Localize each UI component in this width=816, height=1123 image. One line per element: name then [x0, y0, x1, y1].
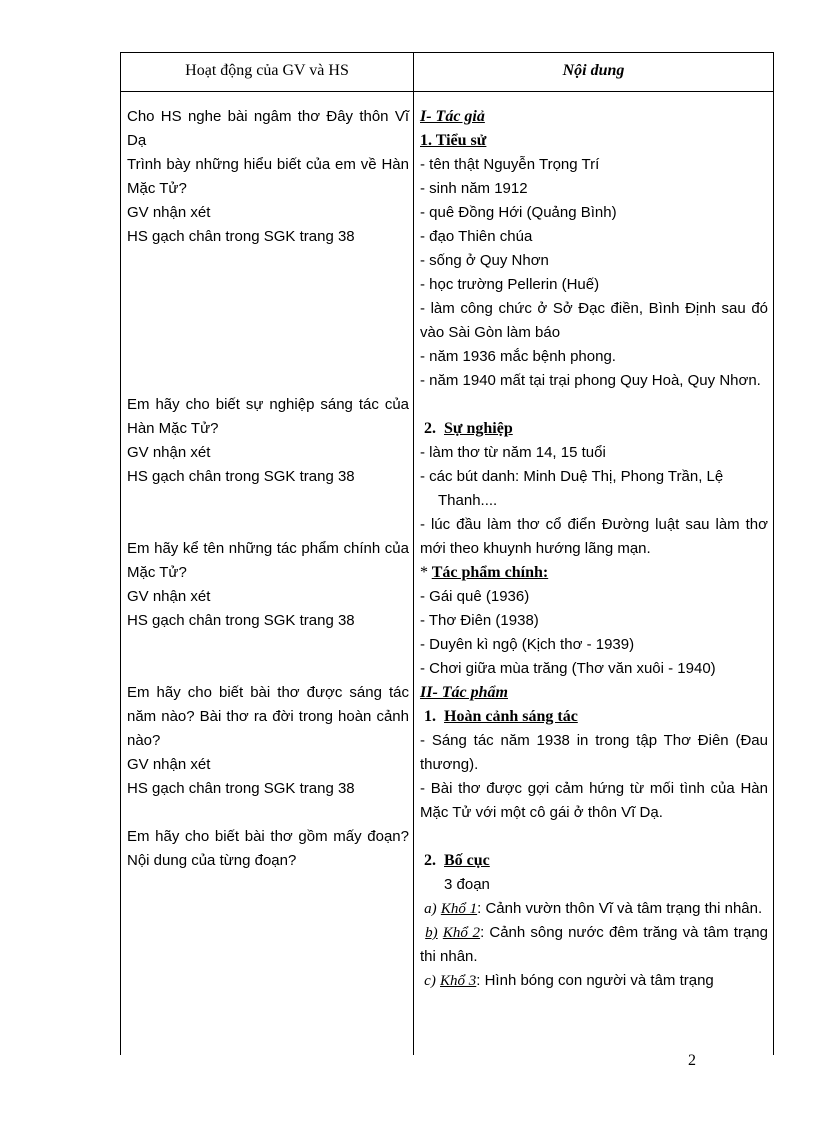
header-content: Nội dung: [562, 62, 625, 79]
content-column: [420, 105, 768, 993]
stanza-line: [420, 921, 768, 969]
section-work: II- Tác phẩm: [420, 684, 508, 701]
section-author: I- Tác giả: [420, 108, 485, 125]
bio-line: - học trường Pellerin (Huế): [420, 276, 600, 293]
column-divider: [413, 53, 414, 1055]
activity-line: Em hãy cho biết sự nghiệp sáng tác của Hàn Mặc Tử?: [127, 396, 409, 437]
subsection-context: [420, 705, 768, 729]
stanza-line: [420, 897, 768, 921]
activity-line: HS gạch chân trong SGK trang 38: [127, 468, 355, 485]
layout-count: 3 đoạn: [444, 876, 490, 893]
bio-line: - làm công chức ở Sở Đạc điền, Bình Định sau đó vào Sài Gòn làm báo: [420, 300, 768, 341]
lesson-table: [120, 52, 774, 1055]
subsection-context-label: Hoàn cảnh sáng tác: [444, 708, 578, 725]
stanza-prefix: b): [425, 925, 438, 941]
context-line: - Bài thơ được gợi cảm hứng từ mối tình của Hàn Mặc Tử với một cô gái ở thôn Vĩ Dạ.: [420, 780, 768, 821]
stanza-text: : Hình bóng con người và tâm trạng: [476, 972, 714, 989]
career-line: Thanh....: [438, 492, 498, 509]
work-item: - Chơi giữa mùa trăng (Thơ văn xuôi - 1940): [420, 660, 716, 677]
activity-line: HS gạch chân trong SGK trang 38: [127, 228, 355, 245]
activity-line: GV nhận xét: [127, 444, 211, 461]
page-number: 2: [688, 1052, 696, 1069]
activity-line: HS gạch chân trong SGK trang 38: [127, 780, 355, 797]
stanza-prefix: a): [424, 901, 437, 917]
bio-line: - sống ở Quy Nhơn: [420, 252, 549, 269]
bio-line: - đạo Thiên chúa: [420, 228, 533, 245]
stanza-line: [420, 969, 768, 993]
stanza-text: : Cảnh sông nước đêm trăng và tâm trạng thi nhân.: [420, 924, 768, 965]
stanza-label: Khổ 1: [440, 901, 478, 917]
career-line: - các bút danh: Minh Duệ Thị, Phong Trần, Lệ: [420, 468, 724, 485]
subsection-layout-number: 2.: [424, 852, 436, 869]
stanza-prefix: c): [424, 973, 436, 989]
subsection-biography: [420, 129, 768, 153]
stanza-label: Khổ 2: [442, 925, 481, 941]
header-activities: Hoạt động của GV và HS: [185, 62, 349, 79]
work-item: - Thơ Điên (1938): [420, 612, 539, 629]
table-header: [121, 53, 773, 92]
activity-line: Trình bày những hiểu biết của em về Hàn Mặc Tử?: [127, 156, 409, 197]
stanza-text: : Cảnh vườn thôn Vĩ và tâm trạng thi nhân.: [477, 900, 763, 917]
subsection-layout: [420, 849, 768, 873]
activities-column: [127, 105, 409, 873]
subsection-career-number: 2.: [424, 420, 436, 437]
activity-line: GV nhận xét: [127, 756, 211, 773]
subsection-layout-label: Bố cục: [444, 852, 490, 869]
bio-line: - tên thật Nguyễn Trọng Trí: [420, 156, 600, 173]
stanza-label: Khổ 3: [440, 973, 477, 989]
activity-line: HS gạch chân trong SGK trang 38: [127, 612, 355, 629]
works-heading-label: Tác phẩm chính:: [431, 564, 549, 581]
works-heading: [420, 561, 768, 585]
works-star: *: [420, 564, 428, 581]
work-item: - Duyên kì ngộ (Kịch thơ - 1939): [420, 636, 635, 653]
subsection-career-label: Sự nghiệp: [444, 420, 513, 437]
bio-line: - năm 1940 mất tại trại phong Quy Hoà, Quy Nhơn.: [420, 372, 761, 389]
subsection-context-number: 1.: [424, 708, 436, 725]
subsection-career: [420, 417, 768, 441]
subsection-biography-label: 1. Tiểu sử: [420, 132, 487, 149]
bio-line: - sinh năm 1912: [420, 180, 528, 197]
activity-line: Em hãy kể tên những tác phẩm chính của Mặc Tử?: [127, 540, 409, 581]
context-line: - Sáng tác năm 1938 in trong tập Thơ Điên (Đau thương).: [420, 732, 768, 773]
activity-line: Cho HS nghe bài ngâm thơ Đây thôn Vĩ Dạ: [127, 108, 409, 149]
bio-line: - quê Đồng Hới (Quảng Bình): [420, 204, 617, 221]
career-line: - làm thơ từ năm 14, 15 tuổi: [420, 444, 606, 461]
activity-line: Em hãy cho biết bài thơ được sáng tác năm nào? Bài thơ ra đời trong hoàn cảnh nào?: [127, 684, 409, 749]
bio-line: - năm 1936 mắc bệnh phong.: [420, 348, 616, 365]
activity-line: Em hãy cho biết bài thơ gồm mấy đoạn? Nội dung của từng đoạn?: [127, 828, 409, 869]
activity-line: GV nhận xét: [127, 588, 211, 605]
activity-line: GV nhận xét: [127, 204, 211, 221]
career-line: - lúc đầu làm thơ cổ điển Đường luật sau làm thơ mới theo khuynh hướng lãng mạn.: [420, 516, 768, 557]
work-item: - Gái quê (1936): [420, 588, 530, 605]
